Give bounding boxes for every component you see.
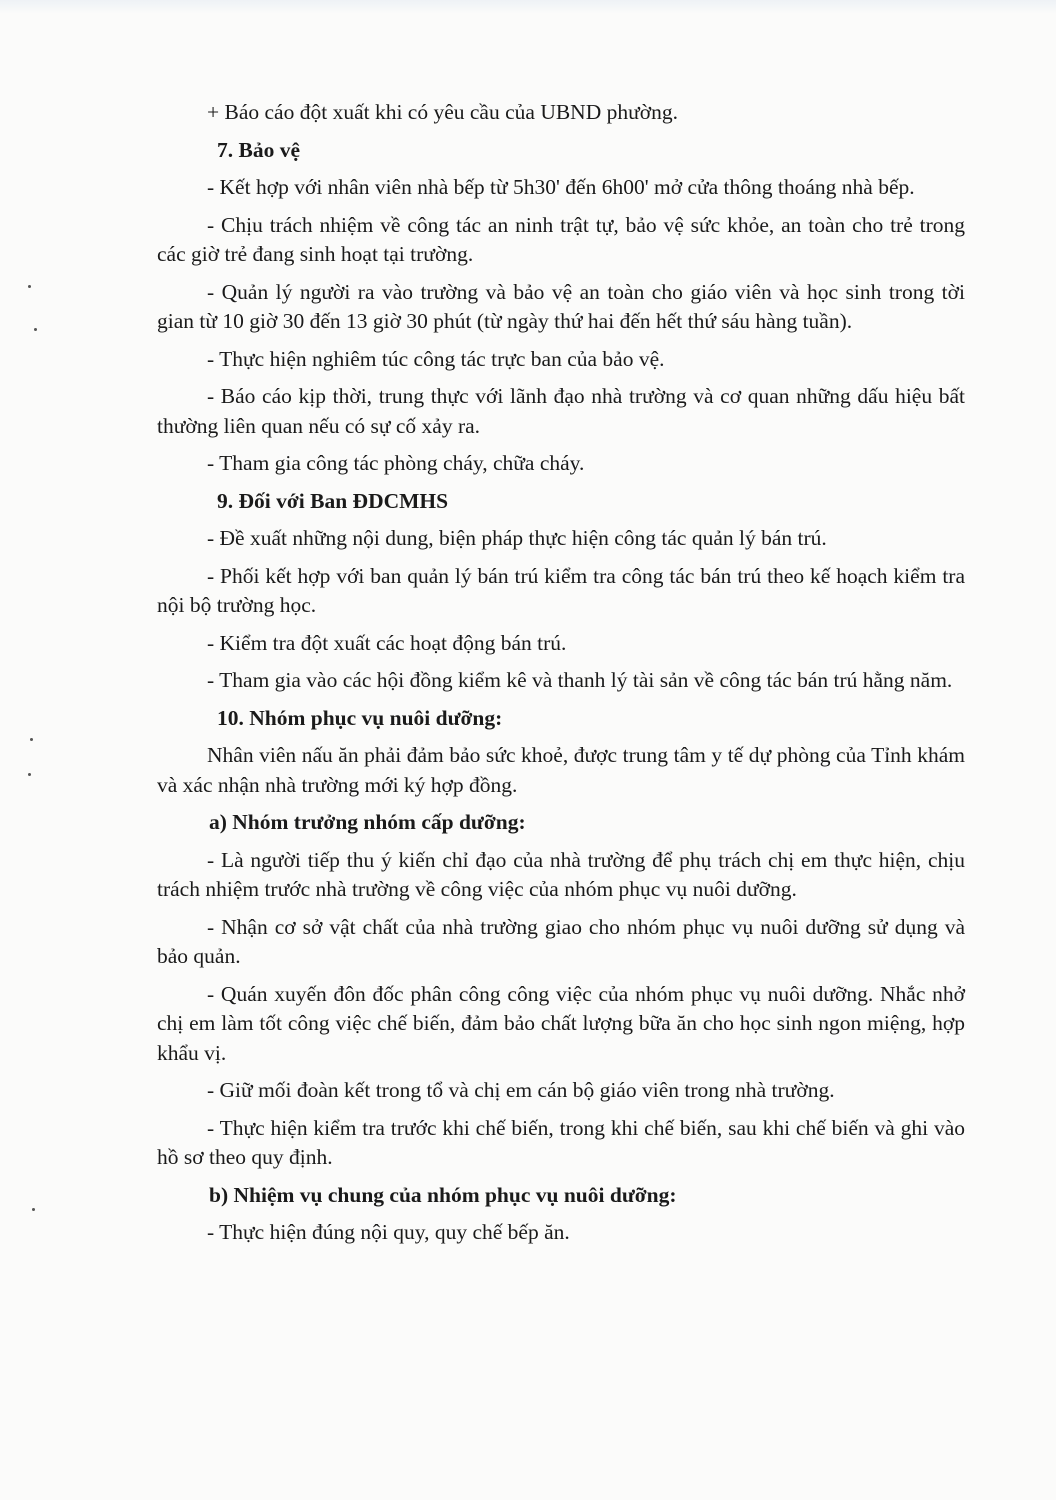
paragraph: - Kết hợp với nhân viên nhà bếp từ 5h30' đến 6h00' mở cửa thông thoáng nhà bếp.	[207, 175, 915, 199]
paragraph: - Thực hiện đúng nội quy, quy chế bếp ăn.	[207, 1220, 570, 1244]
paragraph: - Nhận cơ sở vật chất của nhà trường giao cho nhóm phục vụ nuôi dưỡng sử dụng và bảo quản.	[157, 914, 965, 968]
paragraph: - Tham gia vào các hội đồng kiểm kê và thanh lý tài sản về công tác bán trú hằng năm.	[207, 668, 953, 692]
paragraph: - Thực hiện nghiêm túc công tác trực ban của bảo vệ.	[207, 346, 665, 371]
paragraph: + Báo cáo đột xuất khi có yêu cầu của UBND phường.	[207, 100, 679, 124]
paragraph: - Báo cáo kịp thời, trung thực với lãnh đạo nhà trường và cơ quan những dấu hiệu bất thường liên quan nếu có sự cố xảy ra.	[157, 384, 965, 438]
scan-speck	[28, 285, 31, 288]
scan-speck	[30, 738, 33, 741]
section-heading: 7. Bảo vệ	[217, 137, 301, 162]
paragraph: - Phối kết hợp với ban quản lý bán trú kiểm tra công tác bán trú theo kế hoạch kiểm tra nội bộ trường học.	[157, 563, 965, 617]
paragraph: - Tham gia công tác phòng cháy, chữa cháy.	[207, 451, 585, 475]
subsection-heading: b) Nhiệm vụ chung của nhóm phục vụ nuôi dưỡng:	[209, 1182, 677, 1207]
scan-speck	[32, 1208, 35, 1211]
subsection-heading: a) Nhóm trưởng nhóm cấp dưỡng:	[209, 810, 526, 834]
paragraph: - Là người tiếp thu ý kiến chỉ đạo của nhà trường để phụ trách chị em thực hiện, chịu trách nhiệm trước nhà trường về công việc của nhóm phục vụ nuôi dưỡng.	[157, 847, 965, 901]
scan-speck	[34, 328, 37, 331]
paragraph: - Kiểm tra đột xuất các hoạt động bán trú.	[207, 630, 567, 655]
paragraph: - Quán xuyến đôn đốc phân công công việc của nhóm phục vụ nuôi dưỡng. Nhắc nhở chị em làm tốt công việc chế biến, đảm bảo chất lượng bữa ăn cho học sinh ngon miệng, hợp khẩu vị.	[157, 981, 965, 1065]
scan-speck	[28, 773, 31, 776]
paragraph: - Chịu trách nhiệm về công tác an ninh trật tự, bảo vệ sức khỏe, an toàn cho trẻ trong các giờ trẻ đang sinh hoạt tại trường.	[157, 212, 965, 266]
paragraph: Nhân viên nấu ăn phải đảm bảo sức khoẻ, được trung tâm y tế dự phòng của Tỉnh khám và xác nhận nhà trường mới ký hợp đồng.	[157, 743, 965, 797]
paragraph: - Giữ mối đoàn kết trong tổ và chị em cán bộ giáo viên trong nhà trường.	[207, 1078, 835, 1102]
scan-edge-shading	[0, 0, 1056, 14]
paragraph: - Quản lý người ra vào trường và bảo vệ an toàn cho giáo viên và học sinh trong tời gian từ 10 giờ 30 đến 13 giờ 30 phút (từ ngày thứ hai đến hết thứ sáu hàng tuần).	[157, 279, 965, 333]
document-body	[157, 98, 965, 1256]
paragraph: - Thực hiện kiểm tra trước khi chế biến, trong khi chế biến, sau khi chế biến và ghi vào hồ sơ theo quy định.	[157, 1115, 965, 1169]
section-heading: 10. Nhóm phục vụ nuôi dưỡng:	[217, 705, 503, 730]
section-heading: 9. Đối với Ban ĐDCMHS	[217, 488, 449, 513]
paragraph: - Đề xuất những nội dung, biện pháp thực hiện công tác quản lý bán trú.	[207, 526, 827, 550]
